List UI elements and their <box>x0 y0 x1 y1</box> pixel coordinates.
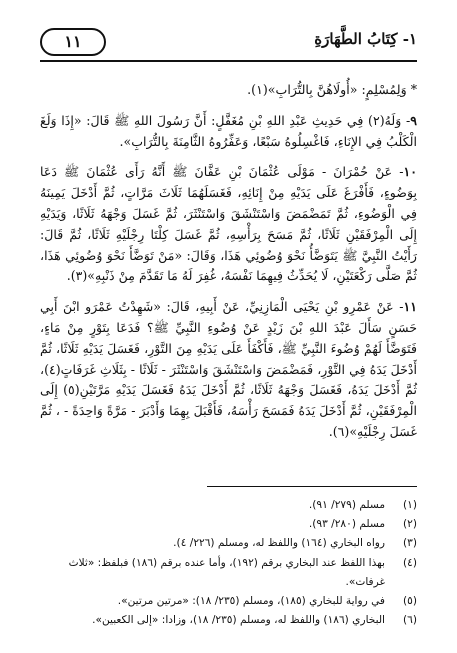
footnote <box>40 496 417 515</box>
footnote <box>40 592 417 611</box>
footnote <box>40 554 417 592</box>
footnote-number: (٦) <box>403 614 417 627</box>
hadith-10 <box>40 162 417 287</box>
main-text <box>40 80 417 453</box>
footnote-text: مسلم (٢٨٠/ ٩٣). <box>308 518 385 531</box>
footnote-text: البخاري (١٨٦) واللفظ له، ومسلم (٢٣٥/ ١٨)، وزادا: «إلى الكعبين». <box>92 614 385 627</box>
hadith-text: - وَلَهُ(٢) فِي حَدِيثِ عَبْدِ اللهِ بْنِ مُغَفَّلٍ: أَنَّ رَسُولَ اللهِ ﷺ قَالَ: «إِذَا وَلَغَ الْكَلْبُ فِي الإِنَاءِ، فَاغْسِلُوهُ سَبْعًا، وَعَفِّرُوهُ الثَّامِنَةَ بِالتُّرَابِ». <box>40 112 417 149</box>
hadith-number: ٩ <box>410 112 417 128</box>
footnote-text: في رواية للبخاري (١٨٥)، ومسلم (٢٣٥/ ١٨): «مرتين مرتين». <box>117 595 385 608</box>
footnote-number: (١) <box>403 499 417 511</box>
page-number-badge: ١١ <box>40 28 106 56</box>
footnote <box>40 515 417 534</box>
footnote <box>40 534 417 553</box>
header-rule <box>40 60 417 62</box>
footnote <box>40 611 417 630</box>
hadith-number: ١٠ <box>403 164 417 180</box>
footnote-number: (٢) <box>403 518 417 531</box>
hadith-text: - عَنْ حُمْرَانَ - مَوْلَى عُثْمَانَ بْنِ عَفَّانَ ﷺ أَنَّهُ رَأَى عُثْمَانَ ﷺ دَعَا بِوَضُوءٍ، فَأَفْرَغَ عَلَى يَدَيْهِ مِنْ إِنَائِهِ، فَغَسَلَهُمَا ثَلَاثَ مَرَّاتٍ، ثُمَّ أَدْخَلَ يَمِينَهُ فِي الْوَضُوءِ، ثُمَّ تَمَضْمَضَ وَاسْتَنْشَقَ وَاسْتَنْثَرَ، ثُمَّ غَسَلَ وَجْهَهُ ثَلَاثًا، وَيَدَيْهِ إِلَى الْمِرْفَقَيْنِ ثَلَاثًا، ثُمَّ مَسَحَ بِرَأْسِهِ، ثُمَّ غَسَلَ كِلْتَا رِجْلَيْهِ ثَلَاثًا، ثُمَّ قَالَ: رَأَيْتُ النَّبِيَّ ﷺ يَتَوَضَّأُ نَحْوَ وُضُوئِي هَذَا، وَقَالَ: «مَنْ تَوَضَّأَ نَحْوَ وُضُوئِي هَذَا، ثُمَّ صَلَّى رَكْعَتَيْنِ، لَا يُحَدِّثُ فِيهِمَا نَفْسَهُ، غُفِرَ لَهُ مَا تَقَدَّمَ مِنْ ذَنْبِهِ»(٣). <box>40 164 417 284</box>
footnote-separator <box>207 486 417 487</box>
hadith-text: - عَنْ عَمْرِو بْنِ يَحْيَى الْمَازِنِيِّ، عَنْ أَبِيهِ، قَالَ: «شَهِدْتُ عَمْرَو ابْنَ أَبِي حَسَنٍ سَأَلَ عَبْدَ اللهِ بْنَ زَيْدٍ عَنْ وُضُوءِ النَّبِيِّ ﷺ؟ فَدَعَا بِتَوْرٍ مِنْ مَاءٍ، فَتَوَضَّأَ لَهُمْ وُضُوءَ النَّبِيِّ ﷺ، فَأَكْفَأَ عَلَى يَدَيْهِ مِنَ التَّوْرِ، فَغَسَلَ يَدَيْهِ ثَلَاثًا، ثُمَّ أَدْخَلَ يَدَهُ فِي التَّوْرِ، فَمَضْمَضَ وَاسْتَنْشَقَ وَاسْتَنْثَرَ - ثَلَاثًا - بِثَلَاثِ غَرَفَاتٍ(٤)، ثُمَّ أَدْخَلَ يَدَهُ، فَغَسَلَ وَجْهَهُ ثَلَاثًا، ثُمَّ أَدْخَلَ يَدَهُ فَغَسَلَ يَدَيْهِ مَرَّتَيْنِ(٥) إِلَى الْمِرْفَقَيْنِ، ثُمَّ أَدْخَلَ يَدَهُ فَمَسَحَ رَأْسَهُ، فَأَقْبَلَ بِهِمَا وَأَدْبَرَ - مَرَّةً وَاحِدَةً - ، ثُمَّ غَسَلَ رِجْلَيْهِ»(٦). <box>40 299 418 439</box>
footnote-text: مسلم (٢٧٩/ ٩١). <box>308 499 385 511</box>
footnote-number: (٥) <box>403 595 417 608</box>
footnote-number: (٤) <box>403 556 417 569</box>
hadith-number: ١١ <box>403 299 417 315</box>
footnote-text: رواه البخاري (١٦٤) واللفظ له، ومسلم (٢٢٦/ ٤). <box>173 537 385 550</box>
footnote-number: (٣) <box>403 537 417 550</box>
page-header <box>40 24 417 68</box>
hadith-11 <box>40 297 417 443</box>
hadith-9 <box>40 111 417 153</box>
chapter-title: ١- كِتَابُ الطَّهَارَةِ <box>314 30 417 48</box>
footnotes <box>40 496 417 630</box>
paragraph-muslim-note <box>40 80 417 101</box>
footnote-text: بهذا اللفظ عند البخاري برقم (١٩٢)، وأما عنده برقم (١٨٦) فبلفظ: «ثلاث غرفات». <box>68 556 385 588</box>
paragraph-text: * وَلِمُسْلِمٍ: «أُولَاهُنَّ بِالتُّرَابِ»(١). <box>247 82 417 97</box>
